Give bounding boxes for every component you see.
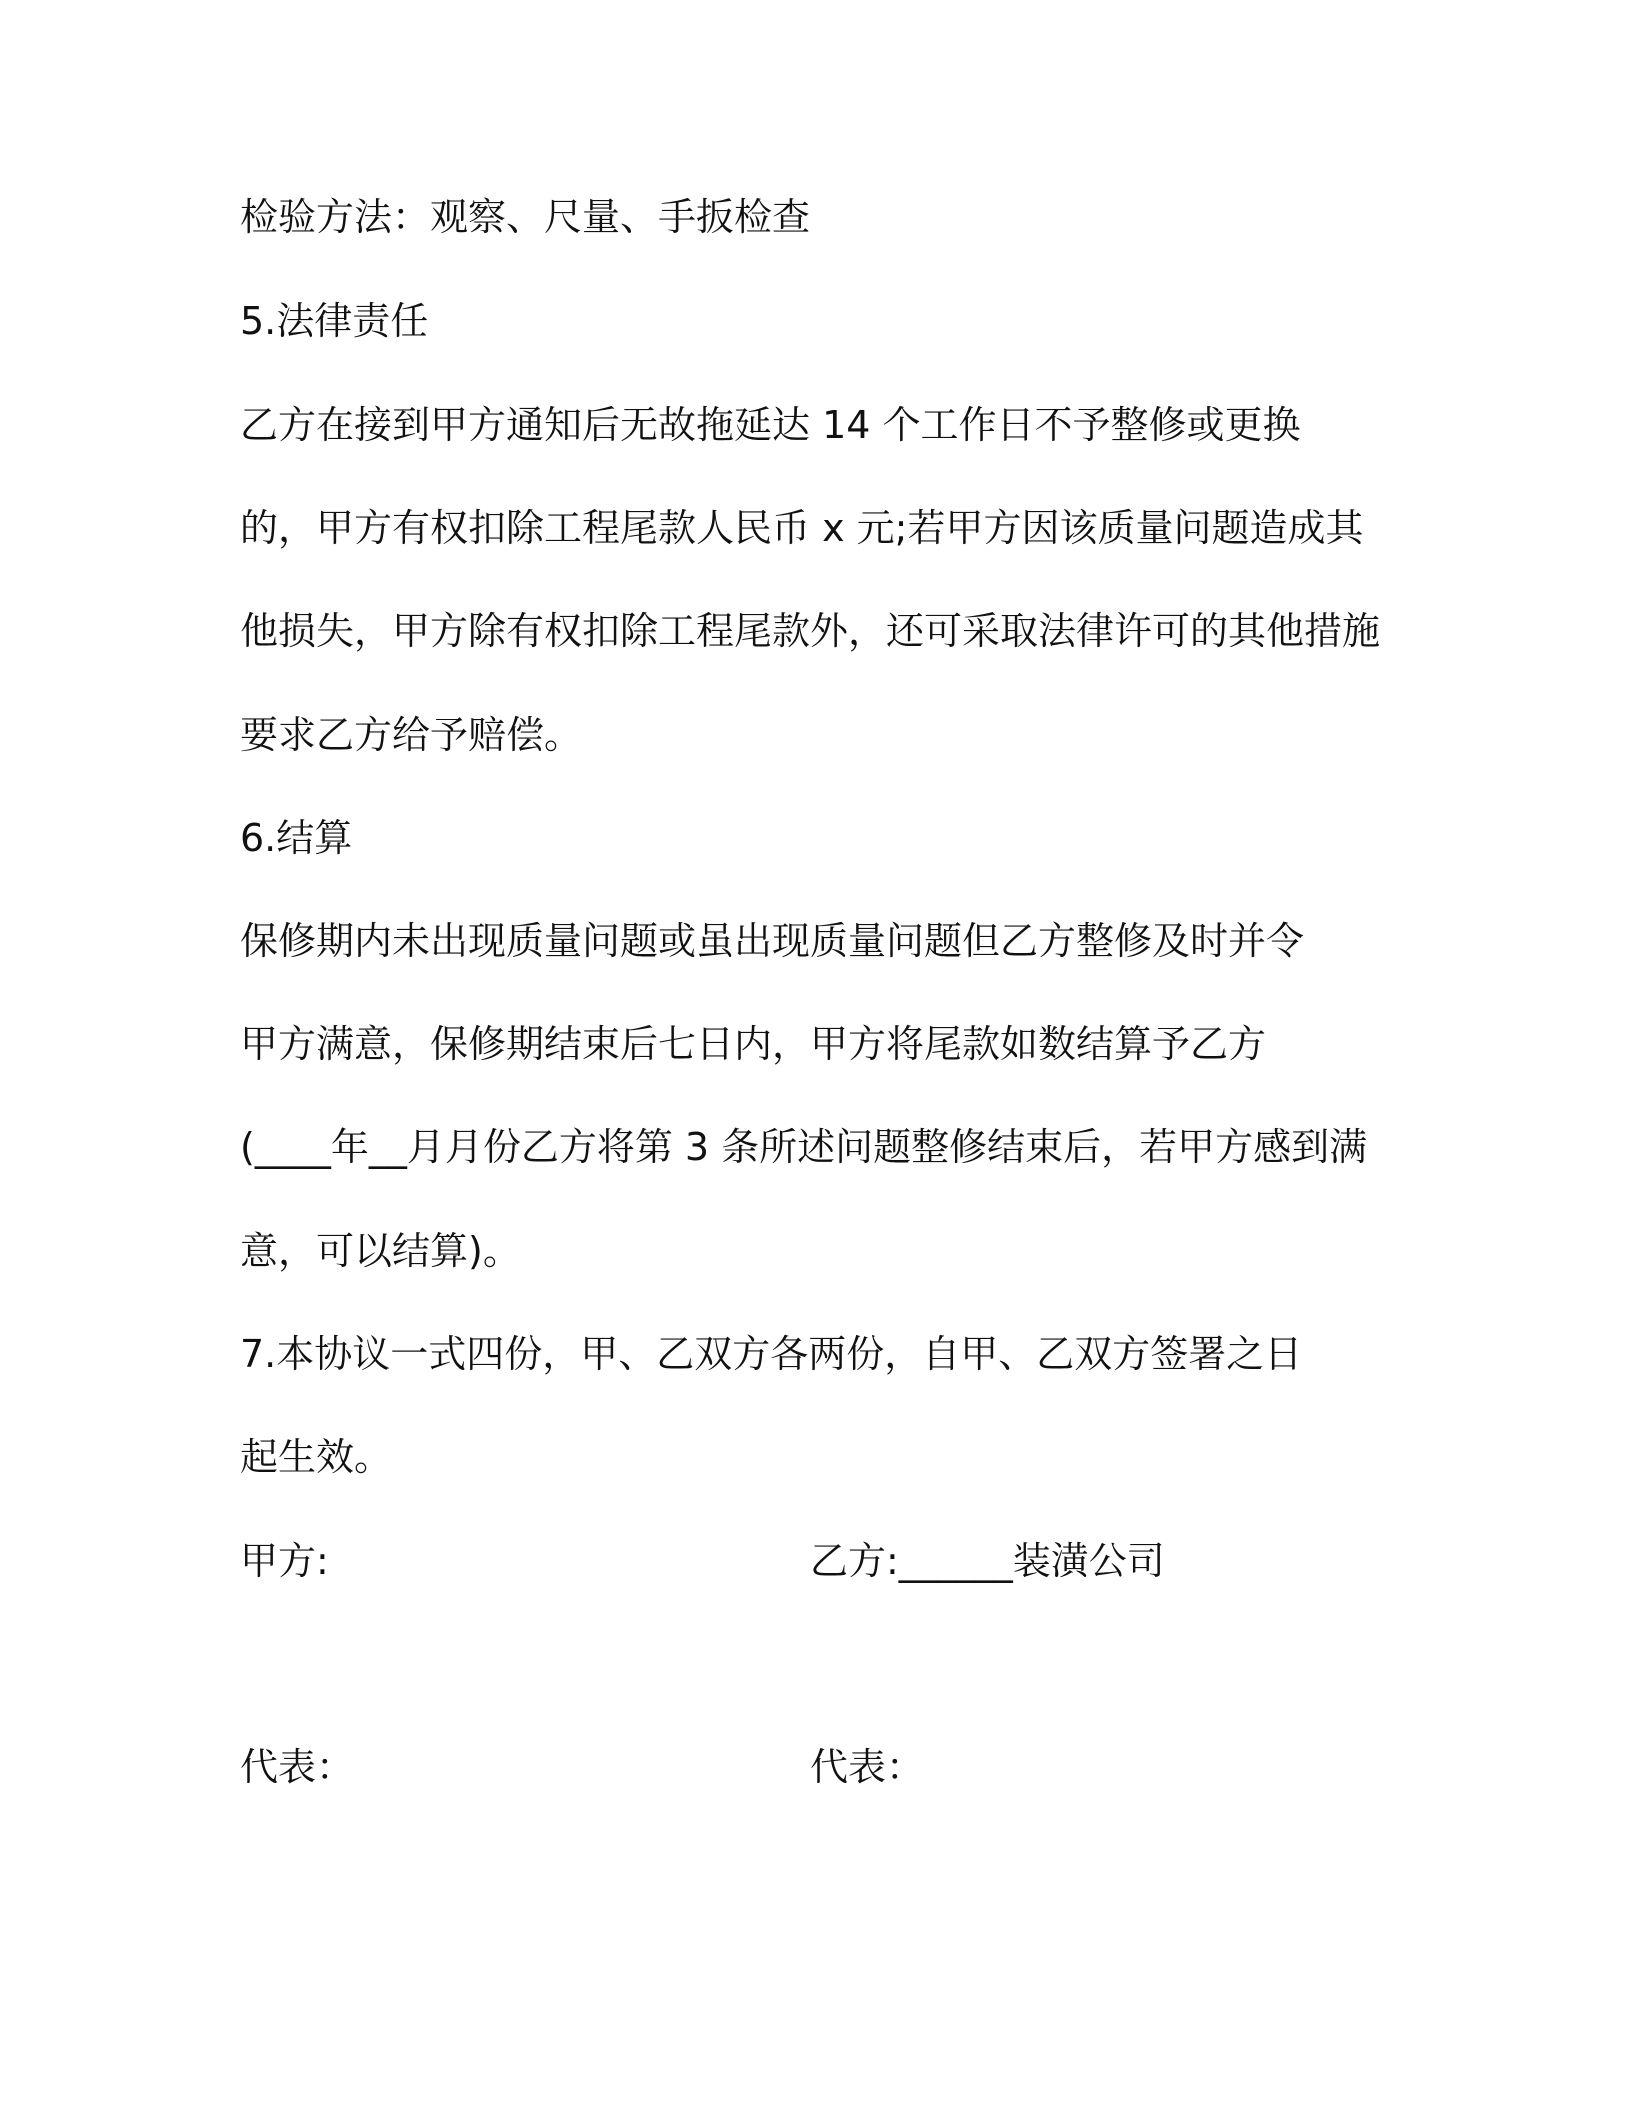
paragraph-line: 起生效。 — [240, 1435, 393, 1479]
section-5-heading: 5.法律责任 — [240, 299, 429, 343]
paragraph-line: 的，甲方有权扣除工程尾款人民币 x 元;若甲方因该质量问题造成其 — [240, 506, 1364, 550]
paragraph-line: 要求乙方给予赔偿。 — [240, 713, 583, 757]
paragraph-line: 乙方在接到甲方通知后无故拖延达 14 个工作日不予整修或更换 — [240, 403, 1301, 447]
party-a-label: 甲方: — [240, 1539, 329, 1583]
paragraph-line: (____年__月月份乙方将第 3 条所述问题整修结束后，若甲方感到满 — [240, 1125, 1368, 1169]
paragraph-line: 他损失，甲方除有权扣除工程尾款外，还可采取法律许可的其他措施 — [240, 609, 1381, 653]
section-6-heading: 6.结算 — [240, 816, 353, 860]
paragraph-line: 意，可以结算)。 — [240, 1229, 521, 1273]
paragraph-line: 保修期内未出现质量问题或虽出现质量问题但乙方整修及时并令 — [240, 919, 1305, 963]
section-7-line: 7.本协议一式四份，甲、乙双方各两份，自甲、乙双方签署之日 — [240, 1332, 1303, 1376]
inspection-method-line: 检验方法：观察、尺量、手扳检查 — [240, 195, 811, 239]
representative-b-label: 代表： — [810, 1745, 925, 1789]
paragraph-line: 甲方满意，保修期结束后七日内，甲方将尾款如数结算予乙方 — [240, 1022, 1267, 1066]
representative-a-label: 代表： — [240, 1745, 355, 1789]
party-b-label: 乙方:______装潢公司 — [810, 1539, 1165, 1583]
